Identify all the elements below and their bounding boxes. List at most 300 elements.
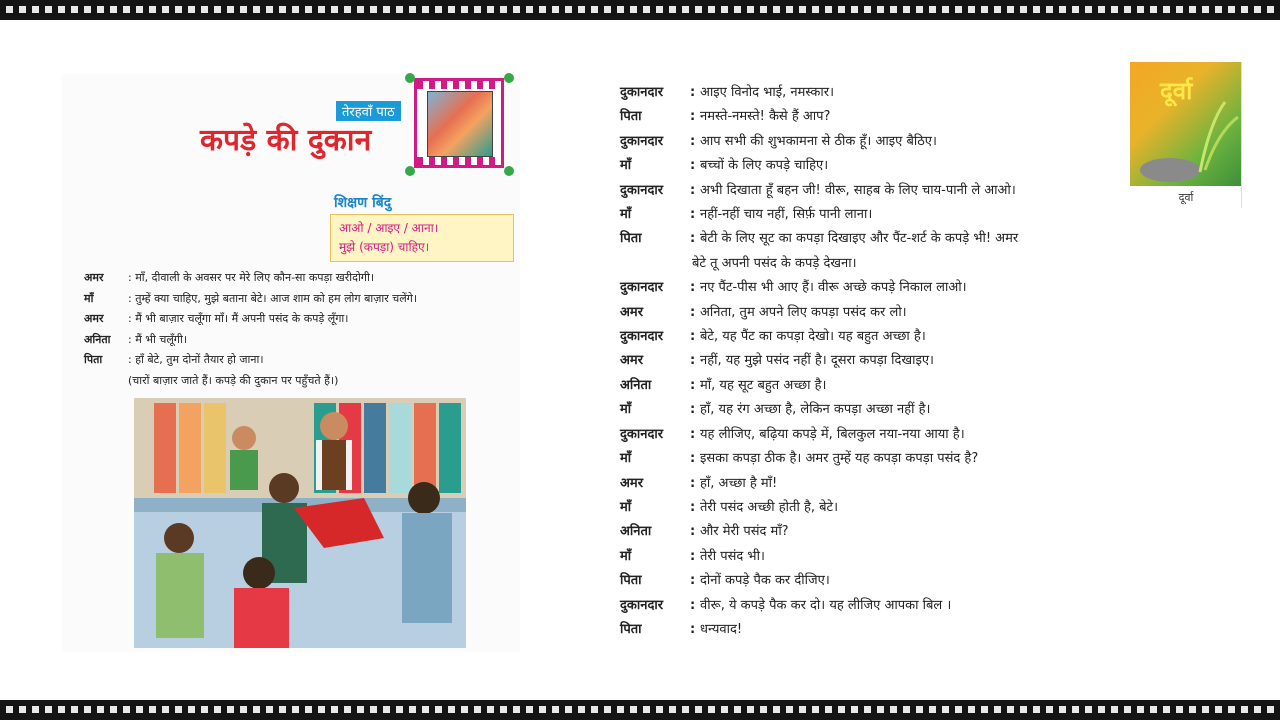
line-text: नहीं, यह मुझे पसंद नहीं है। दूसरा कपड़ा दिखाइए। [700,353,934,369]
film-hole [695,6,702,13]
dialog-line [620,569,1106,593]
film-hole [435,6,442,13]
film-hole [734,6,741,13]
film-hole [1150,706,1157,713]
line-text: अभी दिखाता हूँ बहन जी! वीरू, साहब के लिए चाय-पानी ले आओ। [700,182,1016,198]
colon: : [690,231,696,247]
dialog-line [620,374,1106,398]
left-dialog [84,268,514,391]
colon: : [690,353,696,369]
film-hole [214,706,221,713]
film-hole [318,706,325,713]
film-hole [45,706,52,713]
film-hole [227,6,234,13]
film-hole [890,6,897,13]
film-hole [1098,6,1105,13]
dialog-line [620,203,1106,227]
line-text: : हाँ बेटे, तुम दोनों तैयार हो जाना। [128,353,264,366]
film-hole [6,6,13,13]
film-hole [565,706,572,713]
film-hole [188,6,195,13]
film-hole [994,706,1001,713]
speaker: दुकानदार [620,85,664,100]
film-hole [149,706,156,713]
book-cover-thumbnail[interactable] [1130,62,1242,186]
speaker: पिता [84,353,103,366]
speaker: माँ [620,207,632,223]
film-hole [916,6,923,13]
speaker: माँ [620,548,632,564]
film-hole [1111,6,1118,13]
film-hole [487,706,494,713]
film-hole [1137,706,1144,713]
film-hole [981,706,988,713]
film-hole [136,6,143,13]
dialog-line [620,496,1106,520]
film-hole [383,706,390,713]
speaker: अमर [620,475,644,491]
film-hole [1137,6,1144,13]
film-hole [760,706,767,713]
lesson-thumbnail-frame [414,78,504,168]
film-hole [19,706,26,713]
colon: : [690,280,696,296]
film-hole [578,6,585,13]
film-hole [1267,6,1274,13]
film-hole [669,6,676,13]
dialog-line [620,276,1106,300]
film-hole [227,706,234,713]
colon: : [690,426,696,442]
film-hole [838,6,845,13]
dialog-line [84,289,514,310]
film-strip-top [0,0,1280,20]
speaker: अनिता [84,332,111,346]
film-hole [773,6,780,13]
film-hole [851,6,858,13]
film-hole [786,706,793,713]
film-hole [97,706,104,713]
film-hole [799,706,806,713]
line-text: तेरी पसंद अच्छी होती है, बेटे। [700,499,839,515]
line-continuation: बेटे तू अपनी पसंद के कपड़े देखना। [692,255,857,271]
dialog-line [84,330,514,351]
colon: : [690,451,696,467]
film-hole [513,6,520,13]
line-text: : मैं भी चलूँगी। [128,332,188,346]
colon: : [690,304,696,320]
film-hole [916,706,923,713]
cover-caption: दूर्वा [1178,191,1194,204]
film-hole [968,6,975,13]
film-hole [942,6,949,13]
dialog-line [620,472,1106,496]
line-text: नमस्ते-नमस्ते! कैसे हैं आप? [700,109,831,125]
film-hole [19,6,26,13]
dialog-line [620,398,1106,422]
film-hole [71,6,78,13]
film-hole [1033,6,1040,13]
dialog-line [620,301,1106,325]
line-text: बच्चों के लिए कपड़े चाहिए। [700,158,829,174]
dialog-line [620,179,1106,203]
teaching-point: मुझे (कपड़ा) चाहिए। [339,240,430,254]
line-text: दोनों कपड़े पैक कर दीजिए। [700,573,830,589]
film-hole [526,706,533,713]
film-hole [669,706,676,713]
corner-dot [504,166,514,176]
film-hole [1189,706,1196,713]
colon: : [690,475,696,491]
line-text: : तुम्हें क्या चाहिए, मुझे बताना बेटे। आज शाम को हम लोग बाज़ार चलेंगे। [128,291,418,305]
film-hole [981,6,988,13]
film-hole [409,6,416,13]
speaker: माँ [84,291,94,305]
film-hole [110,706,117,713]
film-hole [500,706,507,713]
film-hole [604,706,611,713]
film-hole [396,6,403,13]
film-hole [71,706,78,713]
colon: : [690,377,696,393]
film-hole [526,6,533,13]
cover-divider [1241,62,1242,208]
film-hole [929,706,936,713]
dialog-line [620,130,1106,154]
film-hole [305,6,312,13]
film-hole [383,6,390,13]
film-hole [422,706,429,713]
film-hole [1046,6,1053,13]
film-hole [1163,706,1170,713]
line-text: तेरी पसंद भी। [700,548,765,564]
film-hole [747,6,754,13]
teaching-point: आओ / आइए / आना। [339,221,439,235]
film-hole [695,706,702,713]
film-hole [773,706,780,713]
film-hole [617,706,624,713]
film-hole [292,706,299,713]
film-hole [344,706,351,713]
film-hole [591,706,598,713]
cover-title: दूर्वा [1160,77,1193,105]
line-text: बेटे, यह पैंट का कपड़ा देखो। यह बहुत अच्छा है। [700,329,926,345]
film-hole [708,6,715,13]
film-hole [1254,6,1261,13]
film-hole [630,6,637,13]
film-hole [1228,6,1235,13]
film-hole [6,706,13,713]
film-hole [162,706,169,713]
film-hole [97,6,104,13]
film-hole [32,6,39,13]
speaker: अमर [620,304,644,320]
film-hole [201,6,208,13]
colon: : [690,85,696,100]
speaker: माँ [620,158,632,174]
film-hole [1215,6,1222,13]
film-hole [396,706,403,713]
dialog-line [84,350,514,371]
film-hole [45,6,52,13]
film-hole [1176,6,1183,13]
film-hole [1241,6,1248,13]
film-hole [1202,6,1209,13]
film-hole [656,6,663,13]
colon: : [690,573,696,589]
speaker: पिता [620,573,642,589]
colon: : [690,329,696,345]
colon: : [690,109,696,125]
film-hole [552,6,559,13]
film-hole [1241,706,1248,713]
speaker: दुकानदार [620,280,664,296]
film-hole [1202,706,1209,713]
teaching-points-box [330,214,514,262]
dialog-line [620,227,1106,251]
colon: : [690,207,696,223]
film-hole [1059,6,1066,13]
film-hole [58,706,65,713]
film-hole [630,706,637,713]
cover-art [1130,62,1242,186]
line-text: इसका कपड़ा ठीक है। अमर तुम्हें यह कपड़ा कपड़ा पसंद है? [700,451,979,467]
line-text: आप सभी की शुभकामना से ठीक हूँ। आइए बैठिए। [700,133,937,149]
film-hole [1072,6,1079,13]
film-hole [240,706,247,713]
film-hole [539,6,546,13]
speaker: पिता [620,109,642,125]
film-hole [851,706,858,713]
dialog-line [620,618,1106,642]
dialog-line [620,594,1106,618]
film-hole [188,706,195,713]
film-hole [84,706,91,713]
film-hole [994,6,1001,13]
right-dialog [620,81,1106,642]
film-hole [58,6,65,13]
dialog-line [620,545,1106,569]
film-hole [1098,706,1105,713]
line-text: यह लीजिए, बढ़िया कपड़े में, बिलकुल नया-नया आया है। [700,426,965,442]
shop-illustration [134,398,466,648]
film-hole [1020,6,1027,13]
film-hole [877,6,884,13]
corner-dot [504,73,514,83]
film-hole [747,706,754,713]
line-text: वीरू, ये कपड़े पैक कर दो। यह लीजिए आपका बिल । [700,597,952,613]
dialog-line [620,154,1106,178]
film-hole [136,706,143,713]
dialog-line [620,325,1106,349]
film-hole [435,706,442,713]
film-hole [292,6,299,13]
film-hole [656,706,663,713]
film-hole [1254,706,1261,713]
film-hole [409,706,416,713]
film-hole [357,706,364,713]
line-text: नहीं-नहीं चाय नहीं, सिर्फ़ पानी लाना। [700,207,873,223]
film-hole [552,706,559,713]
film-hole [123,6,130,13]
speaker: दुकानदार [620,329,664,345]
film-hole [786,6,793,13]
speaker: माँ [620,402,632,418]
film-hole [1150,6,1157,13]
line-text: धन्यवाद! [700,621,743,637]
film-hole [955,6,962,13]
film-hole [214,6,221,13]
film-hole [643,706,650,713]
colon: : [690,524,696,540]
line-text: हाँ, अच्छा है माँ! [700,475,778,491]
film-hole [1176,706,1183,713]
film-hole [1085,706,1092,713]
film-hole [32,706,39,713]
film-hole [253,6,260,13]
film-hole [1228,706,1235,713]
film-hole [474,706,481,713]
line-text: आइए विनोद भाई, नमस्कार। [700,85,834,100]
lesson-number-badge: तेरहवाँ पाठ [336,101,401,121]
film-hole [942,706,949,713]
film-hole [903,6,910,13]
colon: : [690,621,696,637]
film-hole [968,706,975,713]
film-hole [539,706,546,713]
colon: : [690,499,696,515]
line-text: अनिता, तुम अपने लिए कपड़ा पसंद कर लो। [700,304,907,320]
film-hole [448,706,455,713]
film-hole [266,706,273,713]
film-strip-bottom [0,700,1280,720]
film-hole [1267,706,1274,713]
film-hole [461,6,468,13]
dialog-line [84,309,514,330]
corner-dot [405,166,415,176]
film-hole [279,706,286,713]
film-hole [864,706,871,713]
film-hole [812,706,819,713]
colon: : [690,548,696,564]
film-hole [266,6,273,13]
speaker: पिता [620,231,642,247]
film-hole [591,6,598,13]
line-text: : माँ, दीवाली के अवसर पर मेरे लिए कौन-सा कपड़ा खरीदोगी। [128,271,375,284]
dialog-line [620,447,1106,471]
film-hole [123,706,130,713]
film-hole [1111,706,1118,713]
line-text: माँ, यह सूट बहुत अच्छा है। [700,377,827,393]
film-hole [305,706,312,713]
film-hole [578,706,585,713]
film-hole [370,706,377,713]
film-hole [864,6,871,13]
speaker: दुकानदार [620,182,664,198]
film-hole [344,6,351,13]
film-hole [1124,6,1131,13]
line-text: और मेरी पसंद माँ? [700,524,789,540]
speaker: अमर [84,271,104,284]
film-hole [903,706,910,713]
film-hole [1189,6,1196,13]
film-hole [201,706,208,713]
dialog-line [620,349,1106,373]
film-hole [162,6,169,13]
film-hole [1046,706,1053,713]
film-hole [1059,706,1066,713]
colon: : [690,158,696,174]
speaker: अमर [84,312,104,325]
line-text: : मैं भी बाज़ार चलूँगा माँ। मैं अपनी पसंद के कपड़े लूँगा। [128,312,349,325]
film-hole [331,706,338,713]
film-hole [721,6,728,13]
film-hole [279,6,286,13]
dialog-line [620,105,1106,129]
film-hole [240,6,247,13]
film-hole [1215,706,1222,713]
colon: : [690,133,696,149]
film-hole [682,6,689,13]
film-hole [708,706,715,713]
colon: : [690,182,696,198]
film-hole [838,706,845,713]
film-hole [175,6,182,13]
speaker: पिता [620,621,642,637]
lesson-thumbnail-image [427,91,493,157]
film-hole [734,706,741,713]
dialog-line [620,520,1106,544]
corner-dot [405,73,415,83]
shop-illustration-art [134,398,466,648]
film-hole [760,6,767,13]
film-hole [955,706,962,713]
film-hole [422,6,429,13]
colon: : [690,597,696,613]
film-hole [1163,6,1170,13]
film-hole [1033,706,1040,713]
film-hole [799,6,806,13]
dialog-line [620,81,1106,105]
film-hole [565,6,572,13]
film-hole [825,6,832,13]
film-hole [1020,706,1027,713]
speaker: माँ [620,499,632,515]
speaker: दुकानदार [620,133,664,149]
film-hole [513,706,520,713]
film-hole [175,706,182,713]
film-hole [84,6,91,13]
colon: : [690,402,696,418]
film-hole [357,6,364,13]
film-hole [825,706,832,713]
speaker: अनिता [620,377,652,393]
film-hole [1124,706,1131,713]
speaker: अमर [620,353,644,369]
film-hole [370,6,377,13]
dialog-line [620,423,1106,447]
film-hole [1085,6,1092,13]
film-hole [1007,6,1014,13]
film-hole [448,6,455,13]
film-hole [110,6,117,13]
film-hole [604,6,611,13]
film-hole [682,706,689,713]
line-text: नए पैंट-पीस भी आए हैं। वीरू अच्छे कपड़े निकाल लाओ। [700,280,967,296]
film-hole [890,706,897,713]
film-hole [500,6,507,13]
teaching-points-label: शिक्षण बिंदु [334,195,392,211]
